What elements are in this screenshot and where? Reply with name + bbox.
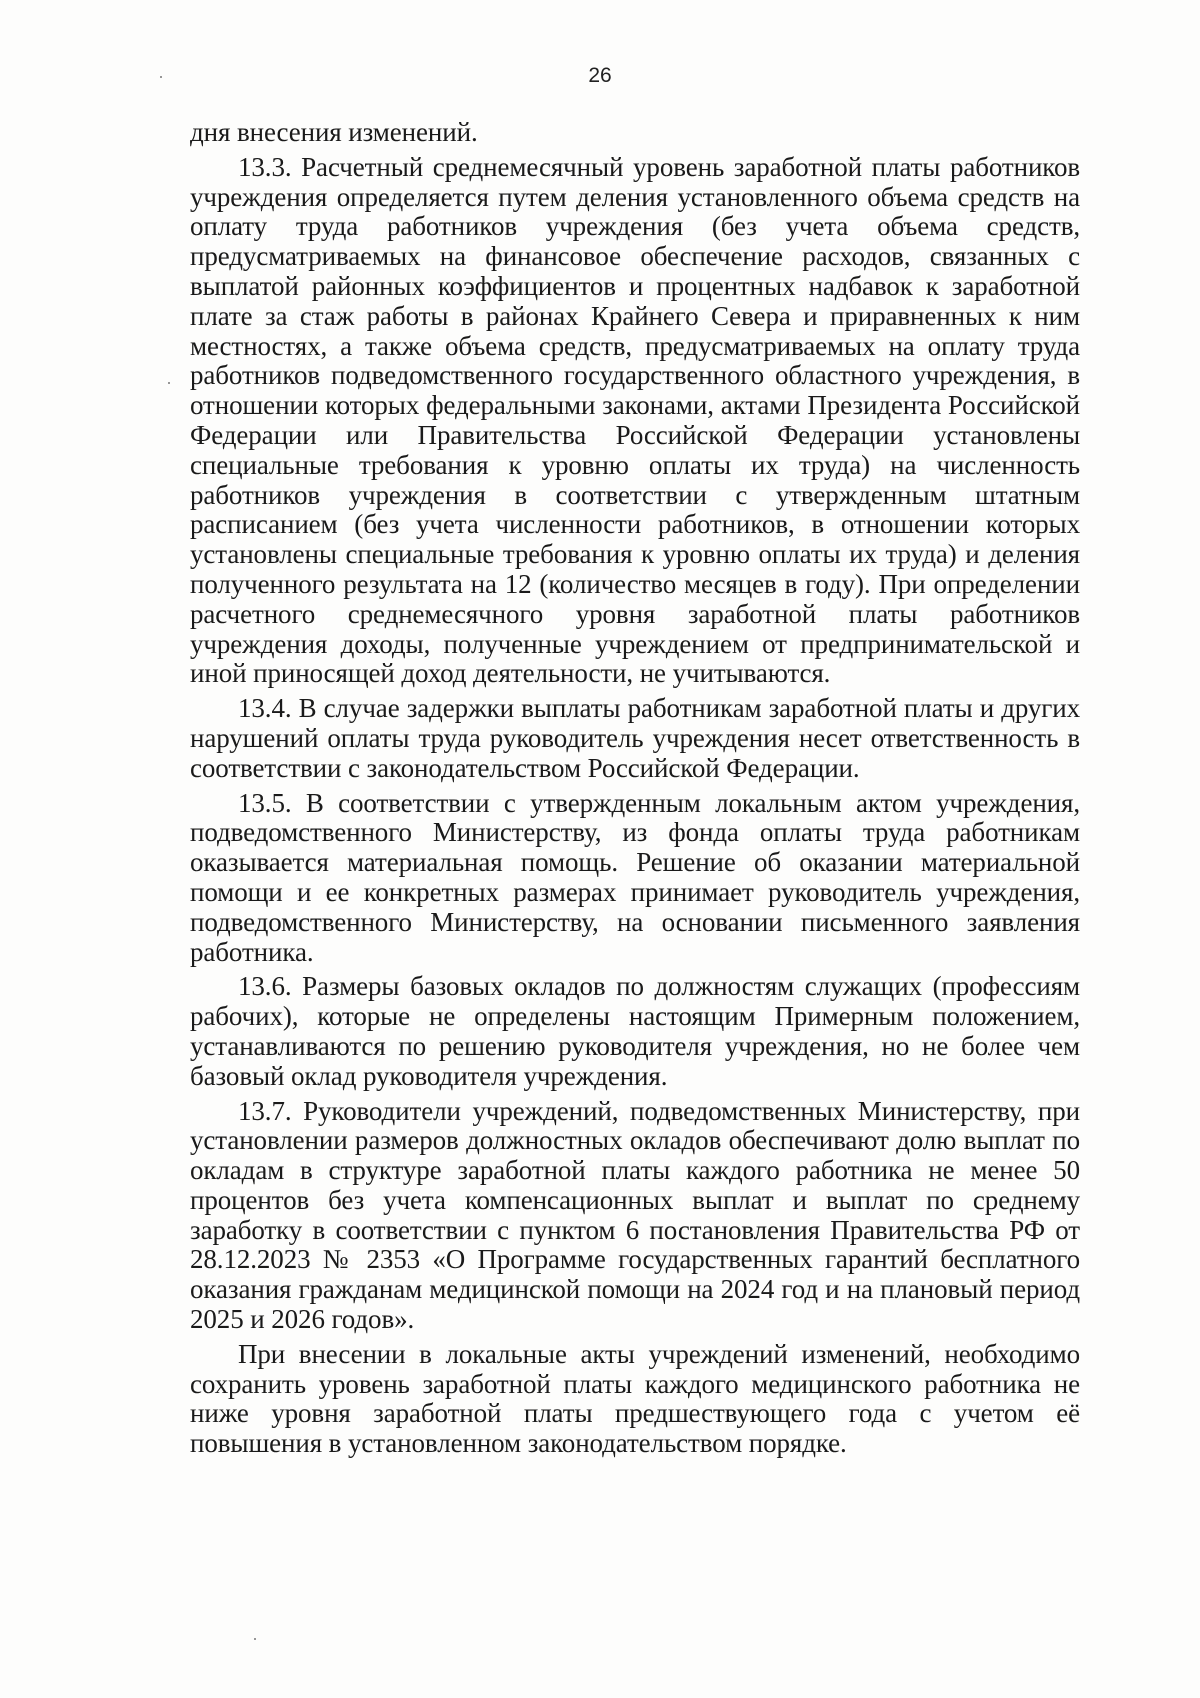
page-number: 26 bbox=[588, 64, 612, 87]
paragraph-13-6: 13.6. Размеры базовых окладов по должностям служащих (профессиям рабочих), которые не определены настоящим Примерным положением, устанавливаются по решению руководителя учреждения, но не более чем базовый оклад руководителя учреждения. bbox=[190, 971, 1080, 1091]
scan-speck bbox=[168, 382, 170, 384]
paragraph-closing: При внесении в локальные акты учреждений изменений, необходимо сохранить уровень заработной платы каждого медицинского работника не ниже уровня заработной платы предшествующего года с учетом её повышения в установленном законодательством порядке. bbox=[190, 1338, 1080, 1459]
scan-speck bbox=[254, 1638, 256, 1640]
paragraph-continuation: дня внесения изменений. bbox=[190, 117, 478, 147]
scan-speck bbox=[160, 76, 162, 78]
paragraph-13-3: 13.3. Расчетный среднемесячный уровень заработной платы работников учреждения определяется путем деления установленного объема средств на оплату труда работников учреждения (без учета объема средств, предусматриваемых на финансовое обеспечение расходов, связанных с выплатой районных коэффициентов и процентных надбавок к заработной плате за стаж работы в районах Крайнего Севера и приравненных к ним местностях, а также объема средств, предусматриваемых на оплату труда работников подведомственного государственного областного учреждения, в отношении которых федеральными законами, актами Президента Российской Федерации или Правительства Российской Федерации установлены специальные требования к уровню оплаты их труда) на численность работников учреждения в соответствии с утвержденным штатным расписанием (без учета численности работников, в отношении которых установлены специальные требования к уровню оплаты их труда) и деления полученного результата на 12 (количество месяцев в году). При определении расчетного среднемесячного уровня заработной платы работников учреждения доходы, полученные учреждением от предпринимательской и иной приносящей доход деятельности, не учитываются. bbox=[190, 151, 1080, 689]
paragraph-13-7: 13.7. Руководители учреждений, подведомственных Министерству, при установлении размеров должностных окладов обеспечивают долю выплат по окладам в структуре заработной платы каждого работника не менее 50 процентов без учета компенсационных выплат и выплат по среднему заработку в соответствии с пунктом 6 постановления Правительства РФ от 28.12.2023 № 2353 «О Программе государственных гарантий бесплатного оказания гражданам медицинской помощи на 2024 год и на плановый период 2025 и 2026 годов». bbox=[190, 1095, 1080, 1335]
paragraph-13-4: 13.4. В случае задержки выплаты работникам заработной платы и других нарушений оплаты труда руководитель учреждения несет ответственность в соответствии с законодательством Российской Федерации. bbox=[190, 693, 1080, 783]
document-body bbox=[190, 118, 1080, 1464]
paragraph-13-5: 13.5. В соответствии с утвержденным локальным актом учреждения, подведомственного Министерству, из фонда оплаты труда работникам оказывается материальная помощь. Решение об оказании материальной помощи и ее конкретных размерах принимает руководитель учреждения, подведомственного Министерству, на основании письменного заявления работника. bbox=[190, 787, 1080, 967]
